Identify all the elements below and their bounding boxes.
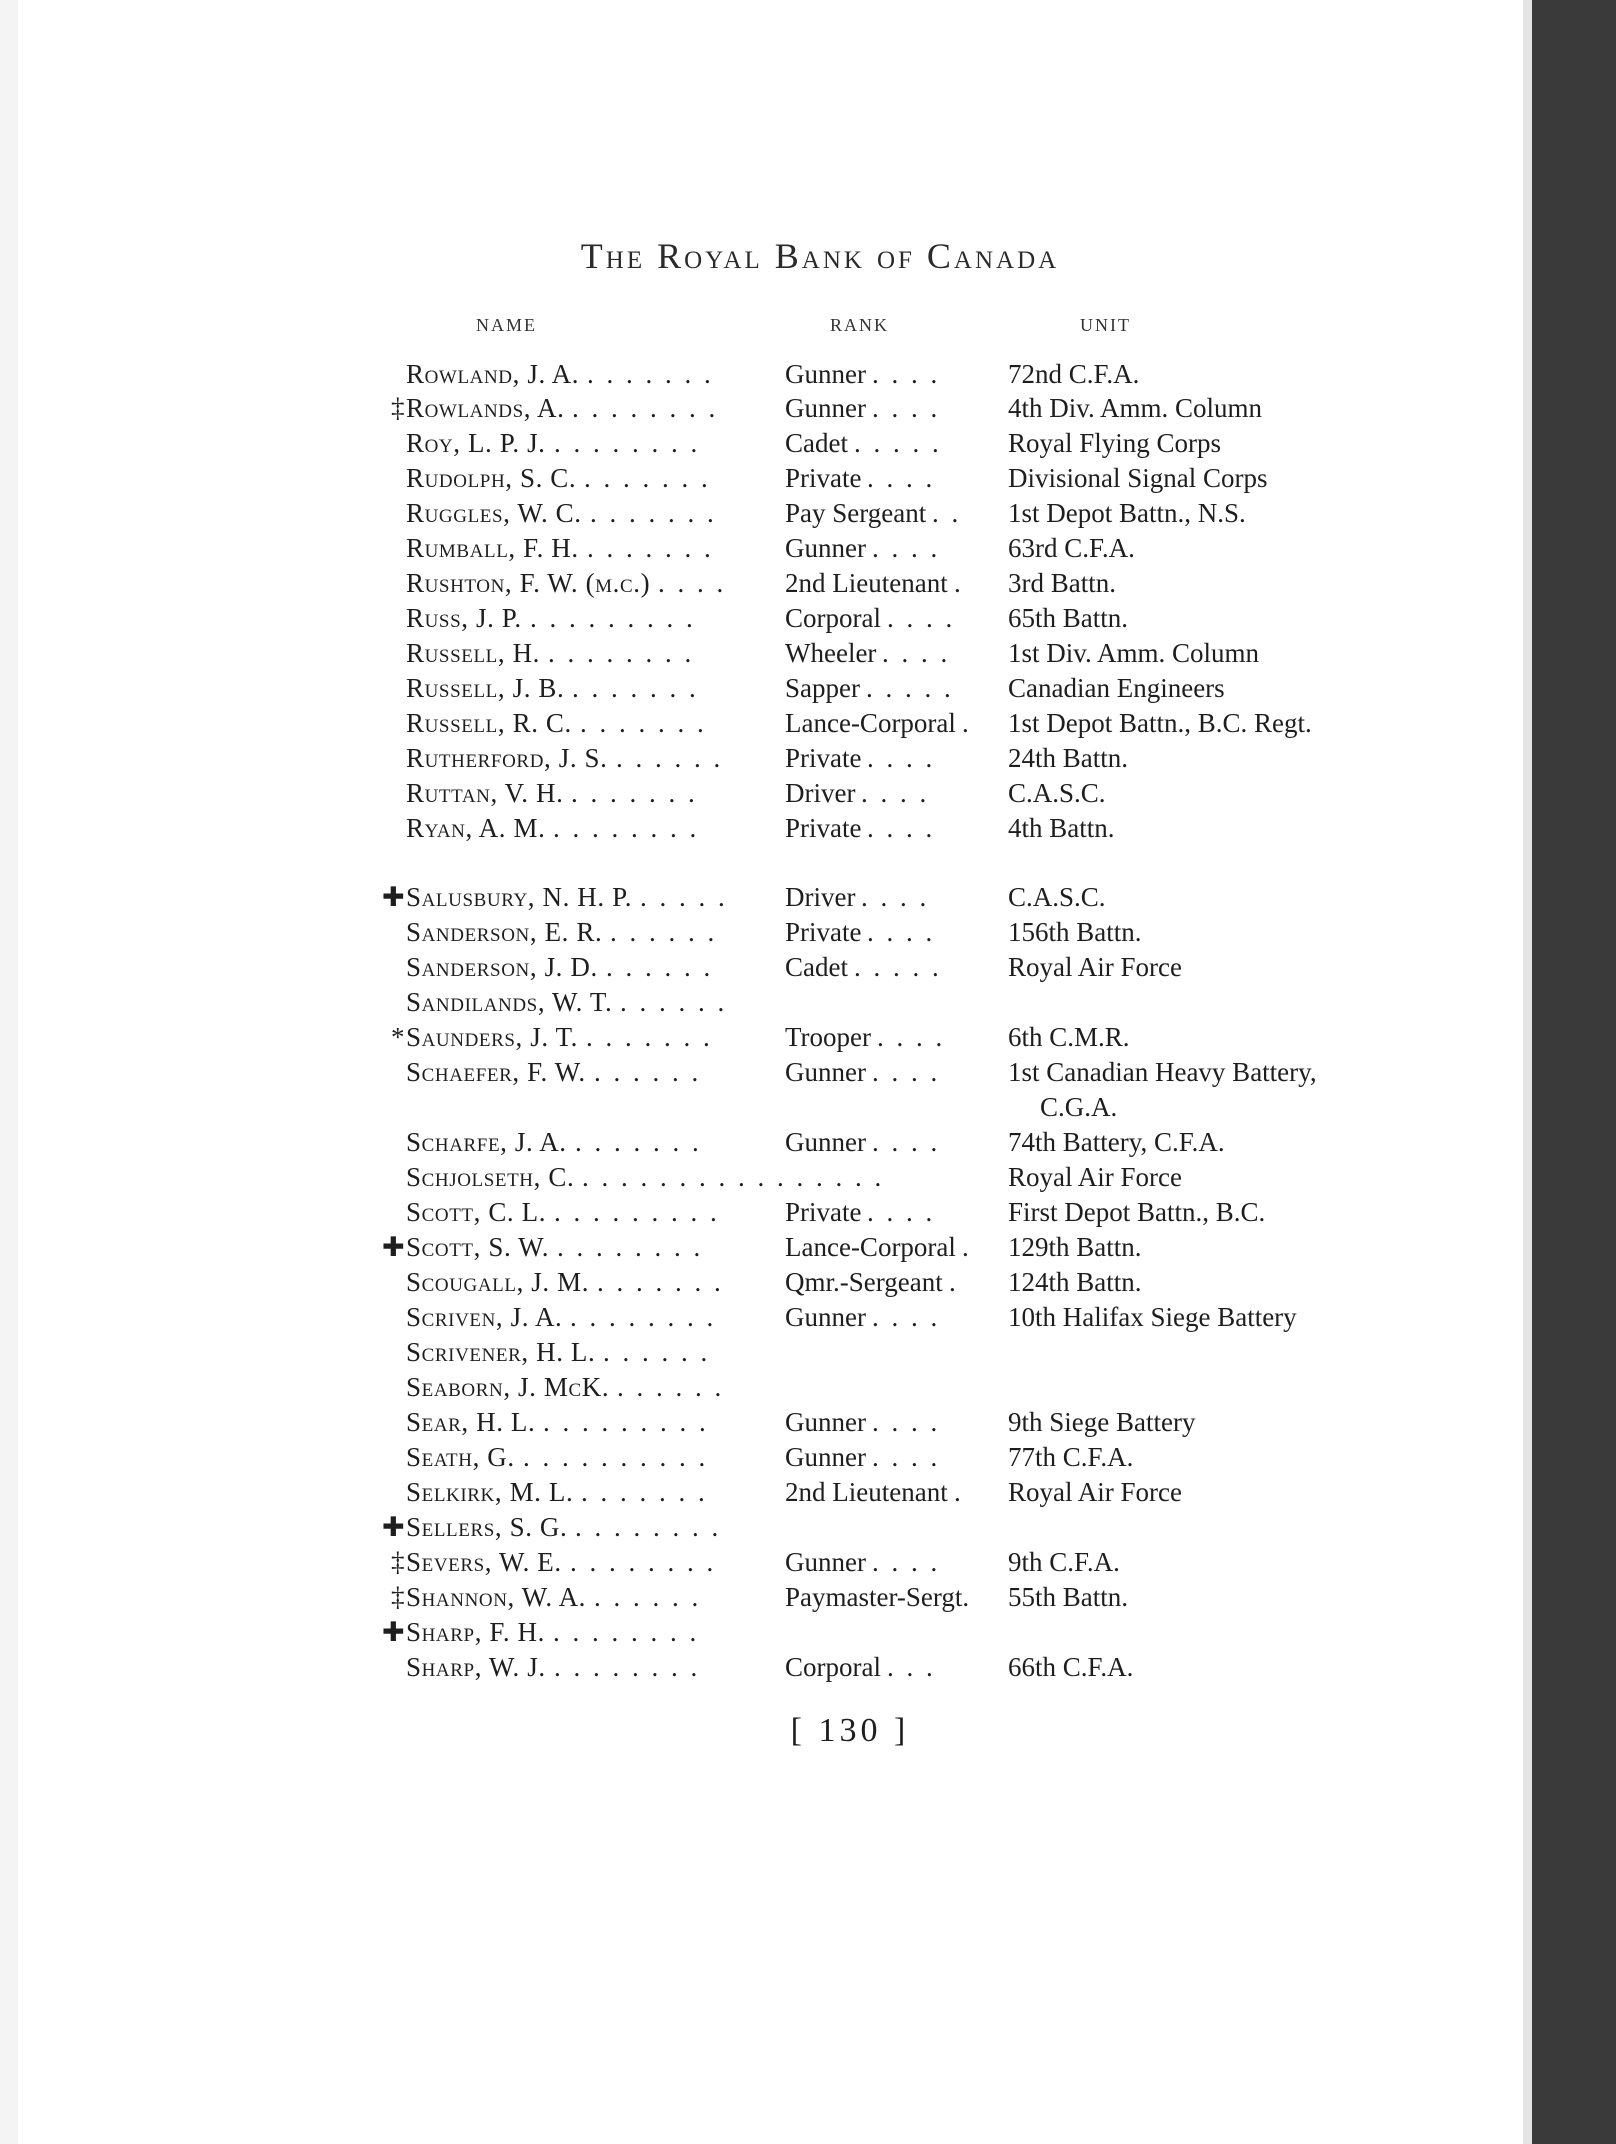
- leader-dots: . . . .: [867, 1197, 936, 1227]
- name-marker: ✚: [382, 1617, 405, 1647]
- list-item: [0, 1265, 1520, 1300]
- name-marker: ✚: [382, 882, 405, 912]
- entry-unit: 72nd C.F.A.: [1008, 359, 1140, 389]
- entry-rank: Gunner: [785, 359, 866, 389]
- list-item: [0, 880, 1520, 915]
- entry-name: Rudolph, S. C.: [406, 463, 577, 493]
- entry-unit: 124th Battn.: [1008, 1267, 1142, 1297]
- list-item: [0, 950, 1520, 985]
- entry-rank: Cadet: [785, 428, 848, 458]
- entry-unit: 1st Depot Battn., B.C. Regt.: [1008, 708, 1312, 738]
- list-item: [0, 1160, 1520, 1195]
- list-item: [0, 1545, 1520, 1580]
- leader-dots: . . . . . . . . .: [554, 1197, 720, 1227]
- page-number: [ 130 ]: [790, 1712, 910, 1749]
- leader-dots: . . . .: [867, 813, 936, 843]
- leader-dots: . . . . . . .: [584, 463, 711, 493]
- leader-dots: . . . . . . . .: [553, 1617, 700, 1647]
- entry-name: Saunders, J. T.: [406, 1022, 579, 1052]
- leader-dots: . . . . . .: [620, 987, 728, 1017]
- leader-dots: . . . .: [861, 778, 930, 808]
- leader-dots: . . . .: [867, 463, 936, 493]
- entry-unit: 66th C.F.A.: [1008, 1652, 1134, 1682]
- list-item: [0, 1440, 1520, 1475]
- list-item: [0, 1300, 1520, 1335]
- entry-name: Ruttan, V. H.: [406, 778, 564, 808]
- leader-dots: . . . . . . . .: [548, 638, 695, 668]
- leader-dots: . . . . .: [640, 882, 728, 912]
- leader-dots: . . . .: [872, 1302, 941, 1332]
- entry-name: Sellers, S. G.: [406, 1512, 568, 1542]
- list-item: [0, 531, 1520, 566]
- leader-dots: . . . . . . . . . . . . . . . .: [582, 1162, 885, 1192]
- entry-unit: 9th Siege Battery: [1008, 1407, 1196, 1437]
- name-marker: ✚: [382, 1512, 405, 1542]
- entry-unit: Royal Air Force: [1008, 1162, 1182, 1192]
- leader-dots: . . . .: [872, 393, 941, 423]
- leader-dots: . . . . . . .: [587, 359, 714, 389]
- list-item: [0, 1125, 1520, 1160]
- leader-dots: . . . . . . .: [586, 1022, 713, 1052]
- entry-rank: Paymaster-Sergt.: [785, 1582, 970, 1612]
- list-item: [0, 1055, 1520, 1122]
- leader-dots: . . . .: [658, 568, 727, 598]
- leader-dots: . . . . . . . . . .: [523, 1442, 709, 1472]
- entry-name: Scharfe, J. A.: [406, 1127, 567, 1157]
- scan-border: [1532, 0, 1616, 2144]
- entry-name: Scott, S. W.: [406, 1232, 550, 1262]
- leader-dots: . . . . . . . .: [554, 1652, 701, 1682]
- entry-name: Rowland, J. A.: [406, 359, 580, 389]
- leader-dots: . . . . . . .: [597, 1267, 724, 1297]
- entry-rank: Gunner: [785, 1057, 866, 1087]
- leader-dots: . . . . . .: [610, 917, 718, 947]
- entry-rank: Pay Sergeant: [785, 498, 927, 528]
- column-header-name: NAME: [476, 315, 537, 335]
- entry-name: Scriven, J. A.: [406, 1302, 563, 1332]
- entry-rank: Lance-Corporal: [785, 1232, 956, 1262]
- leader-dots: . . . .: [872, 1057, 941, 1087]
- list-item: [0, 741, 1520, 776]
- entry-rank: Private: [785, 917, 862, 947]
- entry-name: Sear, H. L.: [406, 1407, 536, 1437]
- entry-unit: 65th Battn.: [1008, 603, 1128, 633]
- entry-name: Russell, R. C.: [406, 708, 572, 738]
- entry-name: Russ, J. P.: [406, 603, 522, 633]
- entry-name: Scott, C. L.: [406, 1197, 547, 1227]
- list-item: [0, 1510, 1520, 1545]
- leader-dots: . . . .: [872, 359, 941, 389]
- leader-dots: . . . . . .: [594, 1057, 702, 1087]
- entry-unit: C.A.S.C.: [1008, 882, 1106, 912]
- leader-dots: . . . . . .: [617, 1372, 725, 1402]
- entry-rank: Gunner: [785, 1407, 866, 1437]
- entry-rank: Gunner: [785, 1442, 866, 1472]
- entry-rank: Private: [785, 1197, 862, 1227]
- entry-rank: Corporal: [785, 1652, 881, 1682]
- name-marker: ‡: [391, 1547, 405, 1577]
- list-item: [0, 566, 1520, 601]
- entry-rank: Wheeler: [785, 638, 877, 668]
- list-item: [0, 391, 1520, 426]
- leader-dots: . . . .: [867, 743, 936, 773]
- entry-rank: Private: [785, 463, 862, 493]
- list-item: [0, 1580, 1520, 1615]
- entry-rank: Cadet: [785, 952, 848, 982]
- entry-unit: 1st Depot Battn., N.S.: [1008, 498, 1246, 528]
- entry-name: Severs, W. E.: [406, 1547, 562, 1577]
- leader-dots: . . . . . . .: [581, 1477, 708, 1507]
- leader-dots: . . . . . . . .: [553, 813, 700, 843]
- list-item: [0, 1615, 1520, 1650]
- leader-dots: .: [949, 1267, 959, 1297]
- entry-name: Salusbury, N. H. P.: [406, 882, 633, 912]
- entry-name: Seath, G.: [406, 1442, 515, 1472]
- entry-unit: Royal Flying Corps: [1008, 428, 1222, 458]
- entry-rank: Gunner: [785, 533, 866, 563]
- leader-dots: . . . . . . . . .: [543, 1407, 709, 1437]
- entry-rank: Private: [785, 743, 862, 773]
- entry-rank: Driver: [785, 882, 856, 912]
- leader-dots: . . . . . . . .: [570, 1547, 717, 1577]
- entry-name: Roy, L. P. J.: [406, 428, 546, 458]
- entry-rank: Qmr.-Sergeant: [785, 1267, 943, 1297]
- leader-dots: . . . . . . .: [590, 498, 717, 528]
- column-header-rank: RANK: [830, 315, 890, 335]
- entry-name: Scrivener, H. L.: [406, 1337, 596, 1367]
- entry-name: Sanderson, E. R.: [406, 917, 603, 947]
- leader-dots: . . . .: [867, 917, 936, 947]
- entry-name: Rumball, F. H.: [406, 533, 579, 563]
- list-item: [0, 601, 1520, 636]
- leader-dots: . . . .: [872, 1442, 941, 1472]
- name-marker: ‡: [391, 1582, 405, 1612]
- entry-name: Sharp, W. J.: [406, 1652, 546, 1682]
- list-item: [0, 671, 1520, 706]
- entry-rank: Sapper: [785, 673, 860, 703]
- list-item: [0, 1020, 1520, 1055]
- list-item: [0, 776, 1520, 811]
- entry-name: Ryan, A. M.: [406, 813, 546, 843]
- entry-unit: 4th Div. Amm. Column: [1008, 393, 1263, 423]
- list-item: [0, 985, 1520, 1020]
- entry-name: Scougall, J. M.: [406, 1267, 590, 1297]
- entry-unit: 74th Battery, C.F.A.: [1008, 1127, 1225, 1157]
- entry-name: Seaborn, J. McK.: [406, 1372, 610, 1402]
- entry-unit: 55th Battn.: [1008, 1582, 1128, 1612]
- entry-name: Shannon, W. A.: [406, 1582, 587, 1612]
- entry-name: Rushton, F. W. (m.c.): [406, 568, 651, 598]
- list-item: [0, 636, 1520, 671]
- entry-rank: Trooper: [785, 1022, 872, 1052]
- entry-name: Russell, H.: [406, 638, 541, 668]
- leader-dots: . . . . . .: [616, 743, 724, 773]
- list-item: [0, 1405, 1520, 1440]
- leader-dots: . . . . . . . . .: [530, 603, 696, 633]
- entry-rank: Lance-Corporal: [785, 708, 956, 738]
- entry-unit: C.A.S.C.: [1008, 778, 1106, 808]
- leader-dots: . .: [932, 498, 962, 528]
- leader-dots: . . . . . . .: [571, 778, 698, 808]
- entry-rank: Private: [785, 813, 862, 843]
- leader-dots: . . . . . . . .: [572, 393, 719, 423]
- entry-unit: 1st Div. Amm. Column: [1008, 638, 1260, 668]
- entry-rank: Corporal: [785, 603, 881, 633]
- entry-rank: Gunner: [785, 393, 866, 423]
- entry-name: Sandilands, W. T.: [406, 987, 613, 1017]
- list-item: [0, 1475, 1520, 1510]
- list-item: [0, 426, 1520, 461]
- entry-unit: 6th C.M.R.: [1008, 1022, 1130, 1052]
- entry-unit: 156th Battn.: [1008, 917, 1142, 947]
- list-item: [0, 1195, 1520, 1230]
- entry-rank: 2nd Lieutenant: [785, 1477, 948, 1507]
- entry-rank: 2nd Lieutenant: [785, 568, 948, 598]
- entry-rank: Gunner: [785, 1302, 866, 1332]
- entry-unit: 129th Battn.: [1008, 1232, 1142, 1262]
- leader-dots: . . . .: [887, 603, 956, 633]
- leader-dots: . . . . .: [854, 952, 942, 982]
- leader-dots: .: [954, 568, 964, 598]
- page-edge: [1523, 0, 1532, 2144]
- entry-unit: 9th C.F.A.: [1008, 1547, 1120, 1577]
- leader-dots: . . . . .: [854, 428, 942, 458]
- entry-name: Sanderson, J. D.: [406, 952, 598, 982]
- leader-dots: . . . . . . . .: [570, 1302, 717, 1332]
- leader-dots: . . . .: [872, 533, 941, 563]
- name-marker: *: [391, 1022, 405, 1052]
- leader-dots: . . . . . . . .: [575, 1512, 722, 1542]
- leader-dots: . . . . . . .: [580, 708, 707, 738]
- leader-dots: . . . . . . .: [572, 673, 699, 703]
- leader-dots: . . . . . .: [603, 1337, 711, 1367]
- leader-dots: . . . .: [872, 1547, 941, 1577]
- entry-unit: 1st Canadian Heavy Battery,: [1008, 1057, 1317, 1087]
- list-item: [0, 915, 1520, 950]
- list-item: [0, 357, 1520, 392]
- entry-unit: Royal Air Force: [1008, 1477, 1182, 1507]
- leader-dots: . . . .: [872, 1127, 941, 1157]
- entry-rank: Gunner: [785, 1127, 866, 1157]
- entry-name: Rutherford, J. S.: [406, 743, 608, 773]
- leader-dots: .: [962, 1232, 972, 1262]
- entry-name: Rowlands, A.: [406, 393, 565, 423]
- entry-unit: 3rd Battn.: [1008, 568, 1116, 598]
- name-marker: ‡: [391, 393, 405, 423]
- entry-unit: 77th C.F.A.: [1008, 1442, 1134, 1472]
- entry-name: Schaefer, F. W.: [406, 1057, 586, 1087]
- entry-name: Sharp, F. H.: [406, 1617, 546, 1647]
- name-marker: ✚: [382, 1232, 405, 1262]
- entry-unit: 10th Halifax Siege Battery: [1008, 1302, 1297, 1332]
- leader-dots: . . . .: [861, 882, 930, 912]
- list-item: [0, 1370, 1520, 1405]
- leader-dots: . . . . . . . .: [557, 1232, 704, 1262]
- leader-dots: . . . .: [872, 1407, 941, 1437]
- leader-dots: . . . . . . . .: [554, 428, 701, 458]
- entry-unit: 63rd C.F.A.: [1008, 533, 1135, 563]
- leader-dots: . . . . . . .: [575, 1127, 702, 1157]
- entry-unit: Royal Air Force: [1008, 952, 1182, 982]
- entry-unit: Divisional Signal Corps: [1008, 463, 1268, 493]
- entry-unit: Canadian Engineers: [1008, 673, 1225, 703]
- entry-name: Schjolseth, C.: [406, 1162, 575, 1192]
- list-item: [0, 1230, 1520, 1265]
- leader-dots: . . .: [887, 1652, 936, 1682]
- entry-rank: Driver: [785, 778, 856, 808]
- leader-dots: . . . . . .: [606, 952, 714, 982]
- page-title: The Royal Bank of Canada: [580, 236, 1060, 276]
- list-item: [0, 1650, 1520, 1685]
- column-header-unit: UNIT: [1080, 315, 1131, 335]
- entry-rank: Gunner: [785, 1547, 866, 1577]
- leader-dots: . . . . .: [866, 673, 954, 703]
- leader-dots: . . . . . . .: [587, 533, 714, 563]
- list-item: [0, 1335, 1520, 1370]
- entry-unit-continued: C.G.A.: [1040, 1092, 1118, 1122]
- list-item: [0, 706, 1520, 741]
- list-item: [0, 496, 1520, 531]
- leader-dots: .: [954, 1477, 964, 1507]
- entry-name: Selkirk, M. L.: [406, 1477, 574, 1507]
- leader-dots: . . . .: [877, 1022, 946, 1052]
- list-item: [0, 461, 1520, 496]
- entry-unit: 4th Battn.: [1008, 813, 1115, 843]
- leader-dots: . . . . . .: [594, 1582, 702, 1612]
- entry-unit: 24th Battn.: [1008, 743, 1128, 773]
- entry-name: Russell, J. B.: [406, 673, 565, 703]
- leader-dots: . . . .: [882, 638, 951, 668]
- entry-name: Ruggles, W. C.: [406, 498, 582, 528]
- list-item: [0, 811, 1520, 846]
- entry-unit: First Depot Battn., B.C.: [1008, 1197, 1266, 1227]
- leader-dots: .: [962, 708, 972, 738]
